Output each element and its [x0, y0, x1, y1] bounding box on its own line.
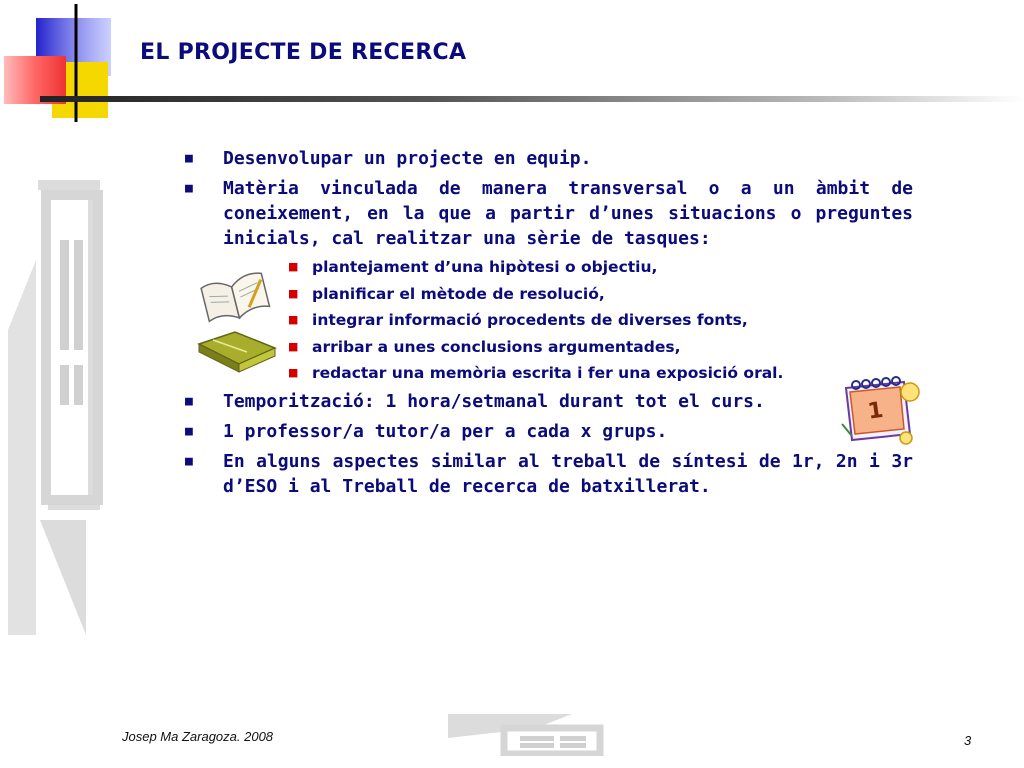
- sub-bullet-item: ■ arribar a unes conclusions argumentades,: [288, 334, 913, 361]
- bottom-watermark-decoration: [440, 712, 610, 756]
- slide-title: EL PROJECTE DE RECERCA: [140, 40, 467, 65]
- red-square-bullet-icon: ■: [288, 366, 299, 379]
- square-bullet-icon: ■: [185, 453, 193, 469]
- page-number: 3: [964, 733, 972, 748]
- bullet-item: ■ 1 professor/a tutor/a per a cada x grups.: [185, 420, 668, 442]
- bullet-item: ■ Temporització: 1 hora/setmanal durant tot el curs.: [185, 390, 765, 412]
- svg-text:1: 1: [866, 397, 885, 425]
- corner-squares-logo: [0, 0, 130, 125]
- bullet-item: ■ Matèria vinculada de manera transversal o a un àmbit de coneixement, en la que a partir d’unes situacions o preguntes inicials, cal realitzar una sèrie de tasques:: [185, 178, 913, 249]
- footer-author: Josep Ma Zaragoza. 2008: [122, 729, 274, 744]
- red-square-bullet-icon: ■: [288, 339, 299, 353]
- square-bullet-icon: ■: [185, 151, 193, 166]
- red-square-bullet-icon: ■: [288, 313, 299, 326]
- red-square-bullet-icon: ■: [288, 286, 299, 300]
- left-watermark-decoration: [8, 180, 108, 640]
- square-bullet-icon: ■: [185, 181, 193, 196]
- bullet-item: ■ En alguns aspectes similar al treball de síntesi de 1r, 2n i 3r d’ESO i al Treball de recerca de batxillerat.: [185, 450, 913, 497]
- sub-bullet-item: ■ integrar informació procedents de diverses fonts,: [288, 307, 913, 334]
- square-bullet-icon: ■: [185, 423, 193, 439]
- sub-list: [185, 254, 913, 387]
- bullet-item: ■ Desenvolupar un projecte en equip.: [185, 148, 592, 169]
- calendar-clipart: [840, 374, 920, 446]
- square-bullet-icon: ■: [185, 393, 193, 409]
- title-underline: [40, 96, 1024, 102]
- red-square-bullet-icon: ■: [288, 260, 299, 273]
- sub-bullet-item: ■ plantejament d’una hipòtesi o objectiu,: [288, 254, 913, 281]
- slide-content: [185, 146, 913, 504]
- sub-bullet-item: ■ planificar el mètode de resolució,: [288, 281, 913, 308]
- sub-bullet-item: ■ redactar una memòria escrita i fer una exposició oral.: [288, 360, 913, 387]
- open-books-clipart: [195, 272, 280, 382]
